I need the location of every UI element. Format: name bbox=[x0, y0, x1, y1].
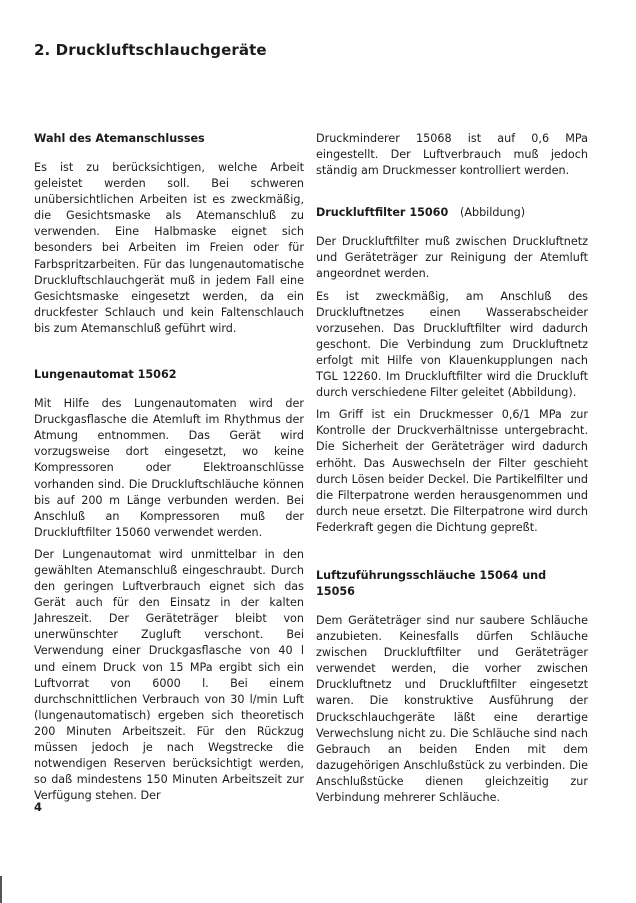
section-heading-atemanschluss: Wahl des Atemanschlusses bbox=[34, 132, 205, 145]
paragraph: Es ist zweckmäßig, am Anschluß des Druckluftnetzes einen Wasserabscheider vorzusehen. Das Druckluftfilter wird dadurch geschont. Die Verbindung zum Druckluftnetz erfolgt mit Hilfe von Klauenkupplungen nach TGL 12260. Im Druckluftfilter wird die Druckluft durch verschiedene Filter geleitet (Abbildung). bbox=[316, 289, 588, 400]
margin-mark bbox=[0, 876, 2, 903]
paragraph: Es ist zu berücksichtigen, welche Arbeit geleistet werden soll. Bei schweren unübersichtlichen Arbeiten ist es zweckmäßig, die Gesichtsmaske als Atemanschluß zu verwenden. Eine Halbmaske eignet sich besonders bei Arbeiten im Freien oder für Farbspritzarbeiten. Für das lungenautomatische Druckluftschlauchgerät muß in jedem Fall eine Gesichtsmaske eingesetzt werden, da ein druckfester Schlauch und kein Faltenschlauch bis zum Atemanschluß geführt wird. bbox=[34, 161, 304, 335]
paragraph: Mit Hilfe des Lungenautomaten wird der Druckgasflasche die Atemluft im Rhythmus der Atmung entnommen. Das Gerät wird vorzugsweise dort eingesetzt, wo keine Kompressoren oder Elektroanschlüsse vorhanden sind. Die Druckluftschläuche können bis auf 200 m Länge verbunden werden. Bei Anschluß an Kompressoren muß der Druckluftfilter 15060 verwendet werden. bbox=[34, 397, 304, 539]
paragraph: Der Lungenautomat wird unmittelbar in den gewählten Atemanschluß eingeschraubt. Durch den geringen Luftverbrauch eignet sich das Gerät auch für den Einsatz in der kalten Jahreszeit. Der Geräteträger bleibt von unerwünschter Zugluft verschont. Bei Verwendung einer Druckgasflasche von 40 l und einem Druck von 15 MPa ergibt sich ein Luftvorrat von 6000 l. Bei einem durchschnittlichen Verbrauch von 30 l/min Luft (lungenautomatisch) ergeben sich theoretisch 200 Minuten Arbeitszeit. Für den Rückzug müssen jedoch je nach Wegstrecke die notwendigen Reserven berücksichtigt werden, so daß mindestens 150 Minuten Arbeitszeit zur Verfügung stehen. Der bbox=[34, 547, 304, 803]
paragraph-continuation: Druckminderer 15068 ist auf 0,6 MPa eingestellt. Der Luftverbrauch muß jedoch ständig am Druckmesser kontrolliert werden. bbox=[316, 132, 588, 178]
page-title: 2. Druckluftschlauchgeräte bbox=[34, 41, 267, 59]
right-column bbox=[316, 131, 588, 812]
paragraph: Dem Geräteträger sind nur saubere Schläuche anzubieten. Keinesfalls dürfen Schläuche zwischen Druckluftfilter und Geräteträger verwendet werden, die vorher zwischen Druckluftnetz und Druckluftfilter eingesetzt waren. Die konstruktive Ausführung der Druckschlauchgeräte läßt eine derartige Verwechslung nicht zu. Die Schläuche sind nach Gebrauch an beiden Enden mit dem dazugehörigen Anschlußstück zu verbinden. Die Anschlußstücke dienen gleichzeitig zur Verbindung mehrerer Schläuche. bbox=[316, 613, 588, 804]
heading-note: (Abbildung) bbox=[459, 206, 526, 220]
section-heading-luftzufuehrung: Luftzuführungsschläuche 15064 und 15056 bbox=[316, 568, 547, 598]
paragraph: Im Griff ist ein Druckmesser 0,6/1 MPa zur Kontrolle der Druckverhältnisse untergebracht. Die Sicherheit der Geräteträger wird dadurch erhöht. Das Auswechseln der Filter geschieht durch Lösen beider Deckel. Die Partikelfilter und die Filterpatrone werden herausgenommen und durch neue ersetzt. Die Filterpatrone wird durch Federkraft gegen die Dichtung gepreßt. bbox=[316, 408, 588, 534]
heading-text: Druckluftfilter 15060 bbox=[316, 206, 449, 220]
left-column bbox=[34, 131, 304, 810]
section-heading-lungenautomat: Lungenautomat 15062 bbox=[34, 368, 177, 382]
paragraph: Der Druckluftfilter muß zwischen Druckluftnetz und Geräteträger zur Reinigung der Atemluft angeordnet werden. bbox=[316, 235, 588, 281]
section-heading-druckluftfilter bbox=[316, 205, 588, 221]
page-number: 4 bbox=[34, 800, 43, 814]
